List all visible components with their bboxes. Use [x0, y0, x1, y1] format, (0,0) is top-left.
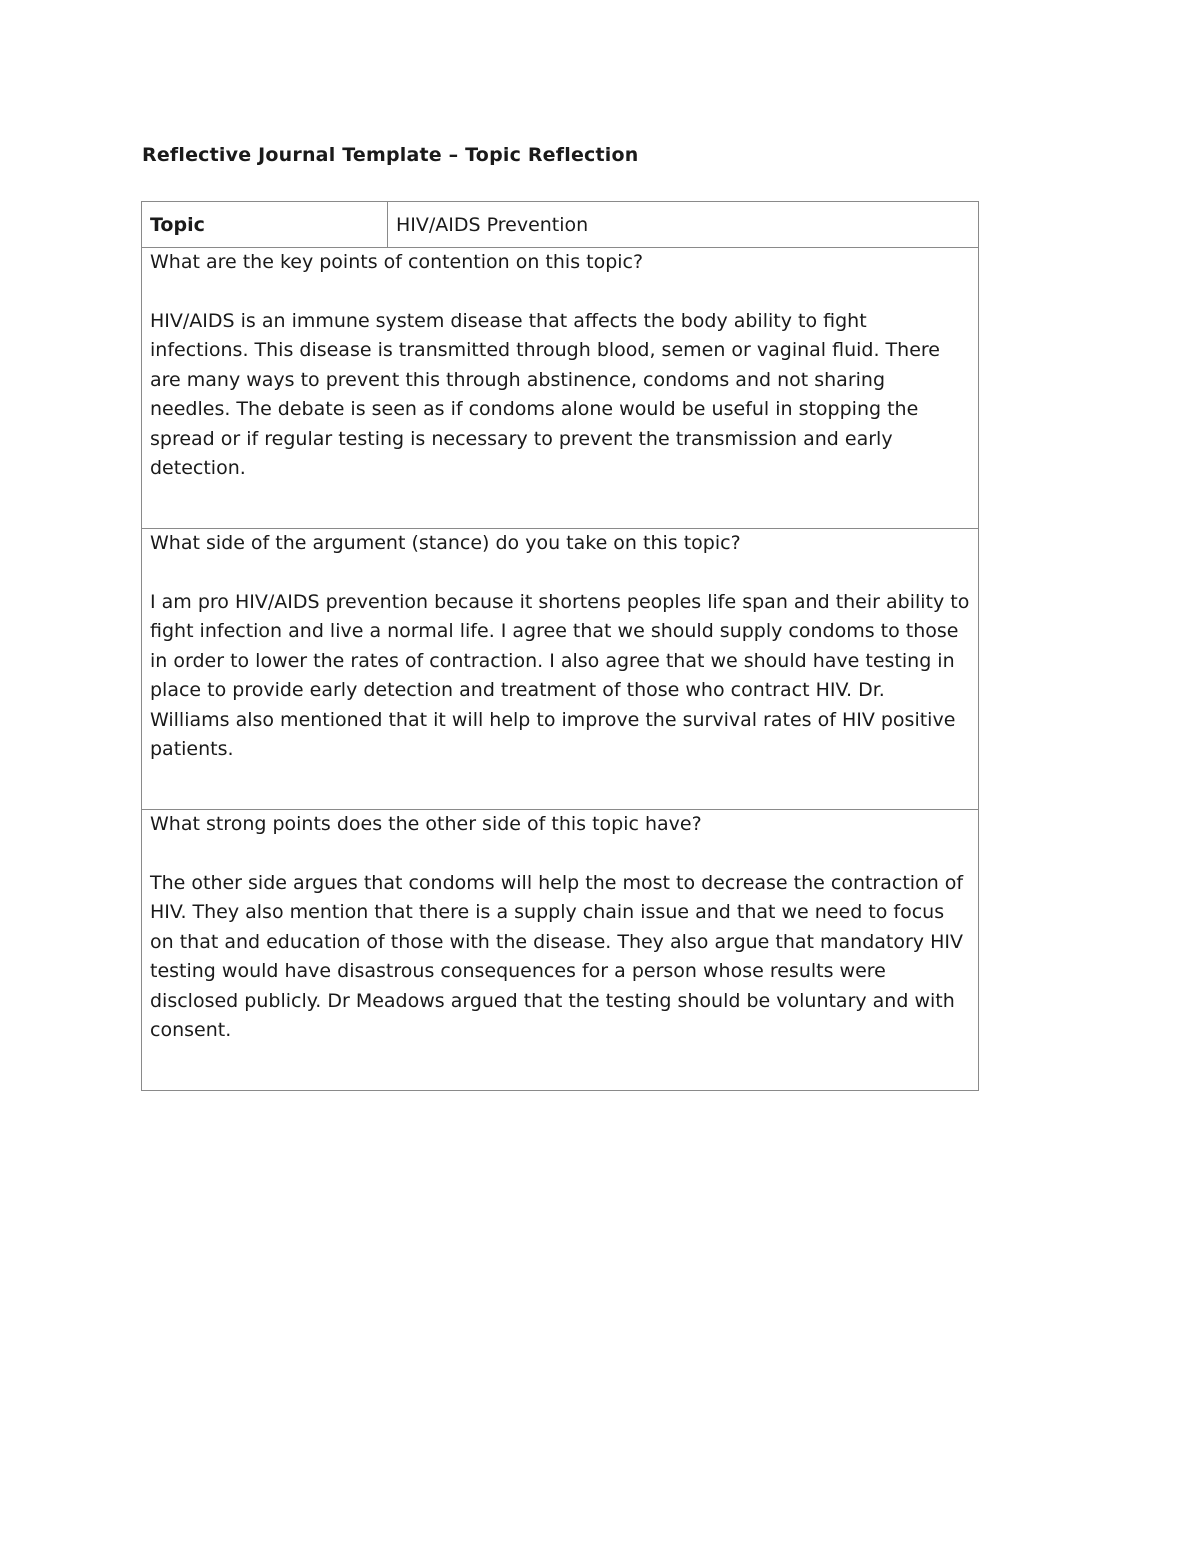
answer-other-side: The other side argues that condoms will help the most to decrease the contraction of HIV. They also mention that there is a supply chain issue and that we need to focus on that and education of those with the disease. They also argue that mandatory HIV testing would have disastrous consequences for a person whose results were disclosed publicly. Dr Meadows argued that the testing should be voluntary and with consent. [150, 871, 964, 1041]
topic-row [142, 202, 979, 248]
reflection-table [141, 201, 979, 1091]
section-cell-stance [142, 529, 979, 810]
answer-stance: I am pro HIV/AIDS prevention because it shortens peoples life span and their ability to fight infection and live a normal life. I agree that we should supply condoms to those in order to lower the rates of contraction. I also agree that we should have testing in place to provide early detection and treatment of those who contract HIV. Dr. Williams also mentioned that it will help to improve the survival rates of HIV positive patients. [150, 590, 970, 760]
section-row-contention [142, 248, 979, 529]
question-stance: What side of the argument (stance) do you take on this topic? [150, 532, 741, 554]
page-title: Reflective Journal Template – Topic Reflection [142, 144, 639, 166]
question-contention: What are the key points of contention on this topic? [150, 251, 644, 273]
section-row-other-side [142, 810, 979, 1091]
topic-label: Topic [142, 202, 388, 248]
section-row-stance [142, 529, 979, 810]
topic-value: HIV/AIDS Prevention [388, 202, 979, 248]
section-cell-contention [142, 248, 979, 529]
section-cell-other-side [142, 810, 979, 1091]
question-other-side: What strong points does the other side of this topic have? [150, 813, 702, 835]
answer-contention: HIV/AIDS is an immune system disease that affects the body ability to fight infections. This disease is transmitted through blood, semen or vaginal fluid. There are many ways to prevent this through abstinence, condoms and not sharing needles. The debate is seen as if condoms alone would be useful in stopping the spread or if regular testing is necessary to prevent the transmission and early detection. [150, 309, 940, 479]
